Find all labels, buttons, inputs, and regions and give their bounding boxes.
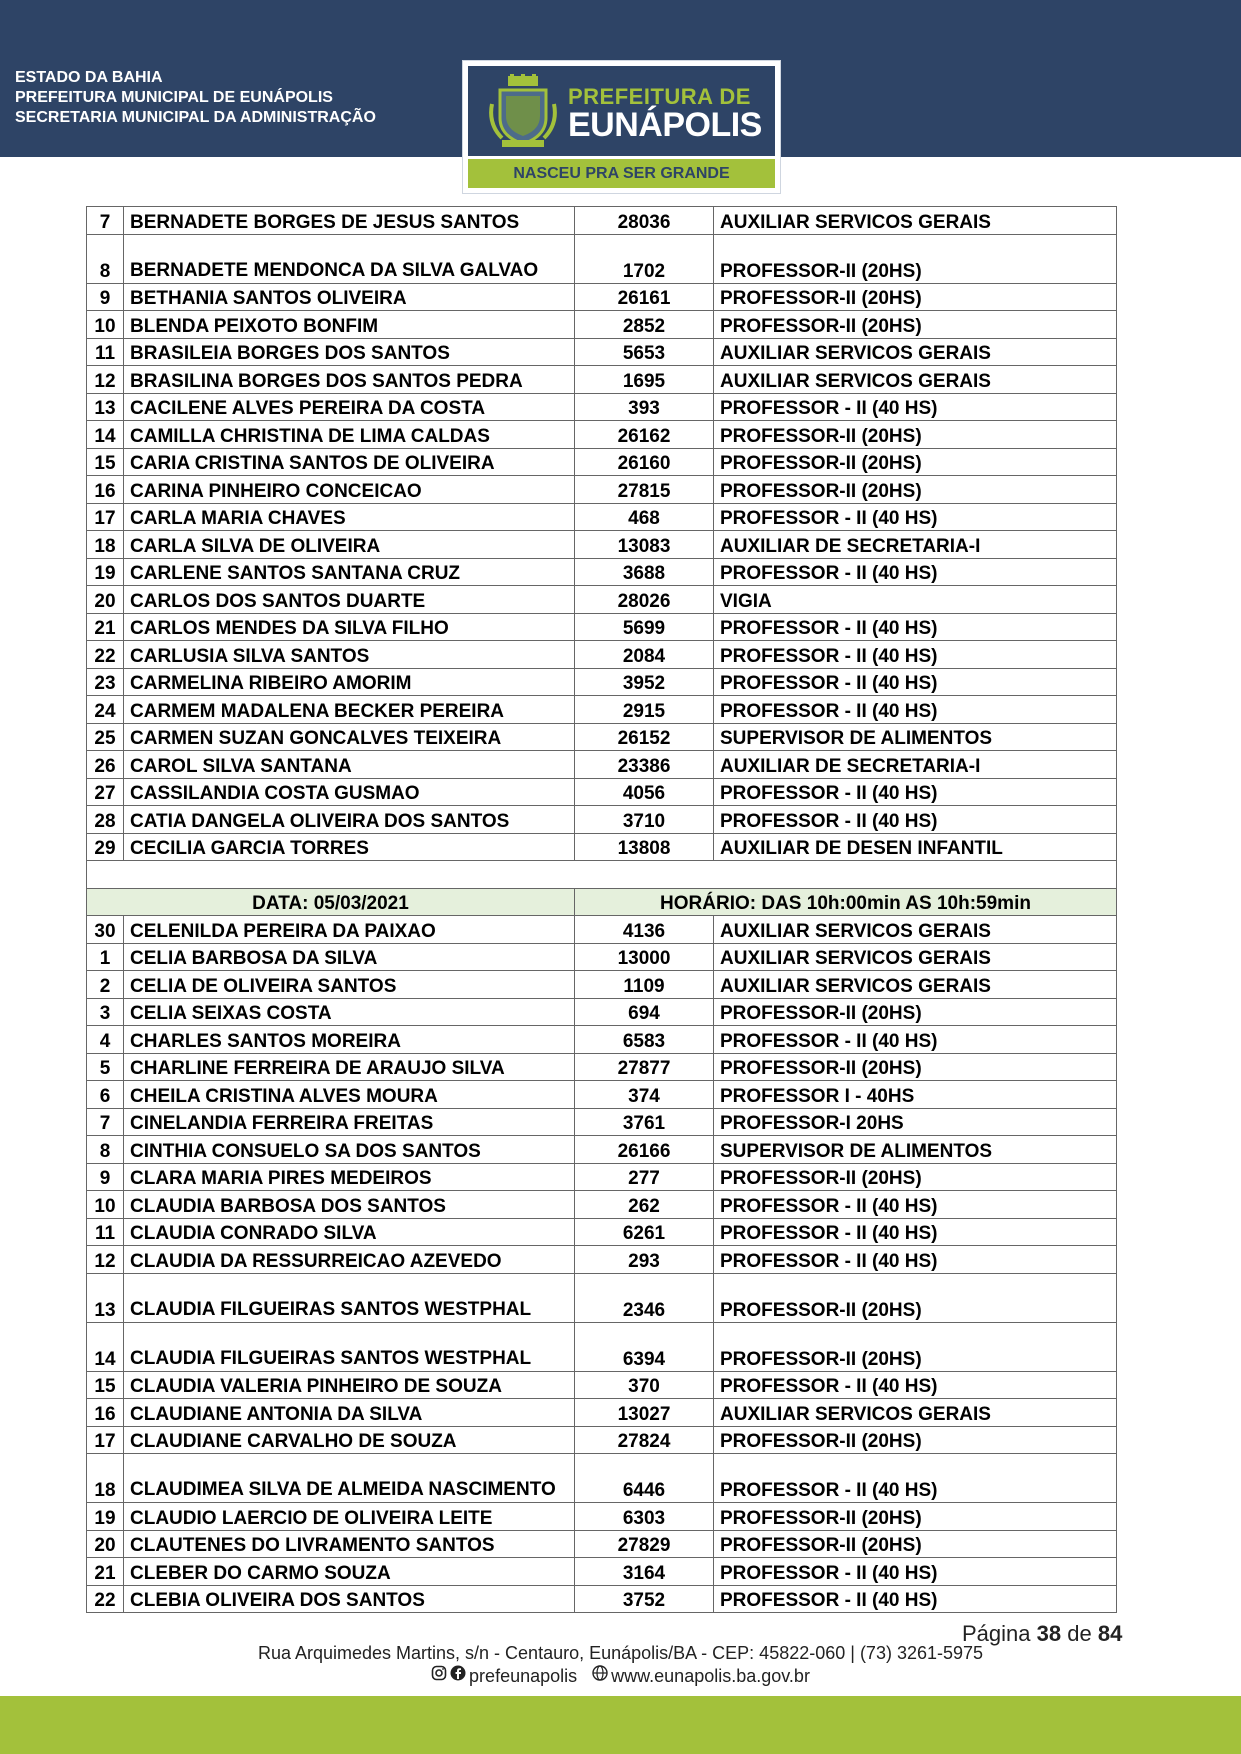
- social-handle[interactable]: prefeunapolis: [469, 1665, 578, 1686]
- registration-number: 4136: [575, 916, 714, 944]
- table-row: [87, 943, 1117, 971]
- job-title: PROFESSOR-II (20HS): [714, 476, 1117, 504]
- table-row: [87, 1503, 1117, 1531]
- registration-number: 6446: [575, 1454, 714, 1503]
- row-number: 23: [87, 668, 124, 696]
- table-row: [87, 1081, 1117, 1109]
- row-number: 21: [87, 1558, 124, 1586]
- employee-name: CATIA DANGELA OLIVEIRA DOS SANTOS: [124, 806, 575, 834]
- job-title: PROFESSOR - II (40 HS): [714, 393, 1117, 421]
- table-row: [87, 723, 1117, 751]
- registration-number: 3761: [575, 1108, 714, 1136]
- row-number: 10: [87, 1191, 124, 1219]
- row-number: 17: [87, 1426, 124, 1454]
- job-title: PROFESSOR-II (20HS): [714, 1426, 1117, 1454]
- table-row: [87, 1053, 1117, 1081]
- header-text: [15, 68, 376, 128]
- row-number: 2: [87, 971, 124, 999]
- schedule-header-row: [87, 888, 1117, 916]
- job-title: PROFESSOR-II (20HS): [714, 421, 1117, 449]
- row-number: 1: [87, 943, 124, 971]
- job-title: AUXILIAR SERVICOS GERAIS: [714, 207, 1117, 235]
- table-row: [87, 1273, 1117, 1322]
- registration-number: 1702: [575, 234, 714, 283]
- table-row: [87, 1454, 1117, 1503]
- job-title: AUXILIAR SERVICOS GERAIS: [714, 943, 1117, 971]
- prefeitura-logo: [462, 60, 781, 194]
- registration-number: 13000: [575, 943, 714, 971]
- row-number: 12: [87, 1246, 124, 1274]
- row-number: 10: [87, 311, 124, 339]
- registration-number: 26162: [575, 421, 714, 449]
- row-number: 12: [87, 366, 124, 394]
- registration-number: 28026: [575, 586, 714, 614]
- job-title: AUXILIAR DE DESEN INFANTIL: [714, 833, 1117, 861]
- table-row: [87, 558, 1117, 586]
- job-title: AUXILIAR SERVICOS GERAIS: [714, 338, 1117, 366]
- row-number: 3: [87, 998, 124, 1026]
- table-row: [87, 1108, 1117, 1136]
- registration-number: 468: [575, 503, 714, 531]
- instagram-icon: [431, 1665, 447, 1681]
- table-row: [87, 1558, 1117, 1586]
- table-row: [87, 778, 1117, 806]
- row-number: 19: [87, 558, 124, 586]
- job-title: PROFESSOR - II (40 HS): [714, 503, 1117, 531]
- registration-number: 13808: [575, 833, 714, 861]
- globe-icon: [592, 1665, 608, 1681]
- registration-number: 2915: [575, 696, 714, 724]
- job-title: PROFESSOR-II (20HS): [714, 1273, 1117, 1322]
- row-number: 14: [87, 1322, 124, 1371]
- table-row: [87, 998, 1117, 1026]
- row-number: 11: [87, 338, 124, 366]
- employee-name: CINTHIA CONSUELO SA DOS SANTOS: [124, 1136, 575, 1164]
- table-row: [87, 283, 1117, 311]
- job-title: PROFESSOR - II (40 HS): [714, 613, 1117, 641]
- row-number: 4: [87, 1026, 124, 1054]
- job-title: PROFESSOR - II (40 HS): [714, 668, 1117, 696]
- job-title: PROFESSOR-I 20HS: [714, 1108, 1117, 1136]
- registration-number: 2852: [575, 311, 714, 339]
- table-row: [87, 641, 1117, 669]
- employee-name: CHARLES SANTOS MOREIRA: [124, 1026, 575, 1054]
- table-row: [87, 1163, 1117, 1191]
- registration-number: 1695: [575, 366, 714, 394]
- row-number: 30: [87, 916, 124, 944]
- website-link[interactable]: www.eunapolis.ba.gov.br: [611, 1665, 810, 1686]
- row-number: 18: [87, 1454, 124, 1503]
- registration-number: 2084: [575, 641, 714, 669]
- row-number: 16: [87, 476, 124, 504]
- job-title: PROFESSOR - II (40 HS): [714, 778, 1117, 806]
- job-title: PROFESSOR - II (40 HS): [714, 641, 1117, 669]
- registration-number: 1109: [575, 971, 714, 999]
- employee-name: CELIA SEIXAS COSTA: [124, 998, 575, 1026]
- registration-number: 27877: [575, 1053, 714, 1081]
- logo-title-line1: PREFEITURA DE: [568, 84, 751, 109]
- registration-number: 27829: [575, 1530, 714, 1558]
- table-row: [87, 1322, 1117, 1371]
- table-row: [87, 1026, 1117, 1054]
- table-row: [87, 1136, 1117, 1164]
- registration-number: 27815: [575, 476, 714, 504]
- logo-title-line2: EUNÁPOLIS: [568, 106, 762, 144]
- schedule-time: HORÁRIO: DAS 10h:00min AS 10h:59min: [575, 888, 1117, 916]
- employee-name: CLEBIA OLIVEIRA DOS SANTOS: [124, 1585, 575, 1613]
- registration-number: 293: [575, 1246, 714, 1274]
- job-title: PROFESSOR-II (20HS): [714, 1053, 1117, 1081]
- table-row: [87, 1426, 1117, 1454]
- row-number: 17: [87, 503, 124, 531]
- registration-number: 6394: [575, 1322, 714, 1371]
- row-number: 26: [87, 751, 124, 779]
- row-number: 7: [87, 1108, 124, 1136]
- registration-number: 3688: [575, 558, 714, 586]
- employee-name: CLAUDIO LAERCIO DE OLIVEIRA LEITE: [124, 1503, 575, 1531]
- job-title: PROFESSOR - II (40 HS): [714, 558, 1117, 586]
- row-number: 7: [87, 207, 124, 235]
- row-number: 21: [87, 613, 124, 641]
- registration-number: 370: [575, 1371, 714, 1399]
- registration-number: 694: [575, 998, 714, 1026]
- employee-name: CLAUDIANE CARVALHO DE SOUZA: [124, 1426, 575, 1454]
- registration-number: 5653: [575, 338, 714, 366]
- table-row: [87, 366, 1117, 394]
- employee-name: CLAUDIA BARBOSA DOS SANTOS: [124, 1191, 575, 1219]
- table-row: [87, 833, 1117, 861]
- table-row: [87, 1371, 1117, 1399]
- employee-name: CLAUTENES DO LIVRAMENTO SANTOS: [124, 1530, 575, 1558]
- job-title: PROFESSOR I - 40HS: [714, 1081, 1117, 1109]
- footer-address: Rua Arquimedes Martins, s/n - Centauro, Eunápolis/BA - CEP: 45822-060 | (73) 3261-5975: [257, 1643, 984, 1663]
- job-title: PROFESSOR-II (20HS): [714, 234, 1117, 283]
- row-number: 15: [87, 448, 124, 476]
- row-number: 8: [87, 234, 124, 283]
- schedule-date: DATA: 05/03/2021: [87, 888, 575, 916]
- row-number: 14: [87, 421, 124, 449]
- employee-name: CHARLINE FERREIRA DE ARAUJO SILVA: [124, 1053, 575, 1081]
- row-number: 5: [87, 1053, 124, 1081]
- coat-of-arms-icon: [488, 74, 558, 150]
- employee-name: CARLOS DOS SANTOS DUARTE: [124, 586, 575, 614]
- table-row: [87, 916, 1117, 944]
- employee-name: CELENILDA PEREIRA DA PAIXAO: [124, 916, 575, 944]
- table-row: [87, 696, 1117, 724]
- table-row: [87, 421, 1117, 449]
- employee-name: CACILENE ALVES PEREIRA DA COSTA: [124, 393, 575, 421]
- table-row: [87, 586, 1117, 614]
- table-row: [87, 1530, 1117, 1558]
- facebook-icon: [450, 1665, 466, 1681]
- registration-number: 28036: [575, 207, 714, 235]
- row-number: 20: [87, 1530, 124, 1558]
- table-row: [87, 751, 1117, 779]
- registration-number: 3752: [575, 1585, 714, 1613]
- row-number: 15: [87, 1371, 124, 1399]
- job-title: PROFESSOR-II (20HS): [714, 1163, 1117, 1191]
- job-title: PROFESSOR - II (40 HS): [714, 806, 1117, 834]
- job-title: PROFESSOR-II (20HS): [714, 1322, 1117, 1371]
- job-title: SUPERVISOR DE ALIMENTOS: [714, 1136, 1117, 1164]
- table-row: [87, 1191, 1117, 1219]
- table-row: [87, 476, 1117, 504]
- table-row: [87, 971, 1117, 999]
- job-title: PROFESSOR - II (40 HS): [714, 1026, 1117, 1054]
- employee-name: CLAUDIANE ANTONIA DA SILVA: [124, 1399, 575, 1427]
- employee-name: CECILIA GARCIA TORRES: [124, 833, 575, 861]
- header-line-state: ESTADO DA BAHIA: [15, 69, 163, 86]
- footer-social: [0, 1665, 1241, 1687]
- page-prefix: Página: [962, 1621, 1031, 1646]
- registration-number: 13027: [575, 1399, 714, 1427]
- registration-number: 5699: [575, 613, 714, 641]
- row-number: 9: [87, 1163, 124, 1191]
- table-row: [87, 531, 1117, 559]
- registration-number: 4056: [575, 778, 714, 806]
- registration-number: 6583: [575, 1026, 714, 1054]
- job-title: AUXILIAR SERVICOS GERAIS: [714, 971, 1117, 999]
- job-title: PROFESSOR-II (20HS): [714, 311, 1117, 339]
- registration-number: 27824: [575, 1426, 714, 1454]
- employee-name: BLENDA PEIXOTO BONFIM: [124, 311, 575, 339]
- row-number: 28: [87, 806, 124, 834]
- job-title: PROFESSOR - II (40 HS): [714, 1585, 1117, 1613]
- employee-name: CARLUSIA SILVA SANTOS: [124, 641, 575, 669]
- header-line-secretariat: SECRETARIA MUNICIPAL DA ADMINISTRAÇÃO: [15, 109, 376, 126]
- employee-name: CARMEM MADALENA BECKER PEREIRA: [124, 696, 575, 724]
- employee-name: CLAUDIA VALERIA PINHEIRO DE SOUZA: [124, 1371, 575, 1399]
- employee-name: BETHANIA SANTOS OLIVEIRA: [124, 283, 575, 311]
- spacer-cell: [87, 861, 1117, 889]
- employee-name: CARMELINA RIBEIRO AMORIM: [124, 668, 575, 696]
- logo-panel: [468, 66, 775, 156]
- registration-number: 26161: [575, 283, 714, 311]
- job-title: PROFESSOR - II (40 HS): [714, 1558, 1117, 1586]
- registration-number: 277: [575, 1163, 714, 1191]
- employee-name: CINELANDIA FERREIRA FREITAS: [124, 1108, 575, 1136]
- page-current: 38: [1036, 1621, 1062, 1646]
- registration-number: 2346: [575, 1273, 714, 1322]
- table-row: [87, 448, 1117, 476]
- footer-band: [0, 1696, 1241, 1754]
- registration-number: 3952: [575, 668, 714, 696]
- employee-name: CLAUDIA FILGUEIRAS SANTOS WESTPHAL: [124, 1273, 575, 1322]
- job-title: AUXILIAR DE SECRETARIA-I: [714, 751, 1117, 779]
- table-row: [87, 311, 1117, 339]
- page-total: 84: [1097, 1621, 1123, 1646]
- row-number: 13: [87, 393, 124, 421]
- table-row: [87, 613, 1117, 641]
- job-title: PROFESSOR - II (40 HS): [714, 1191, 1117, 1219]
- employee-name: CARLOS MENDES DA SILVA FILHO: [124, 613, 575, 641]
- table-row: [87, 1399, 1117, 1427]
- registration-number: 26166: [575, 1136, 714, 1164]
- row-number: 6: [87, 1081, 124, 1109]
- row-number: 27: [87, 778, 124, 806]
- header-line-city: PREFEITURA MUNICIPAL DE EUNÁPOLIS: [15, 89, 333, 106]
- row-number: 9: [87, 283, 124, 311]
- row-number: 22: [87, 641, 124, 669]
- employee-table: [86, 206, 1117, 1613]
- row-number: 22: [87, 1585, 124, 1613]
- employee-name: BERNADETE BORGES DE JESUS SANTOS: [124, 207, 575, 235]
- employee-name: CARLA MARIA CHAVES: [124, 503, 575, 531]
- table-row: [87, 338, 1117, 366]
- registration-number: 6303: [575, 1503, 714, 1531]
- job-title: PROFESSOR-II (20HS): [714, 283, 1117, 311]
- employee-name: CLAUDIA DA RESSURREICAO AZEVEDO: [124, 1246, 575, 1274]
- row-number: 11: [87, 1218, 124, 1246]
- row-number: 16: [87, 1399, 124, 1427]
- job-title: PROFESSOR - II (40 HS): [714, 1371, 1117, 1399]
- employee-name: CARLA SILVA DE OLIVEIRA: [124, 531, 575, 559]
- registration-number: 23386: [575, 751, 714, 779]
- registration-number: 26152: [575, 723, 714, 751]
- page-separator: de: [1067, 1621, 1092, 1646]
- job-title: AUXILIAR SERVICOS GERAIS: [714, 916, 1117, 944]
- job-title: PROFESSOR-II (20HS): [714, 1503, 1117, 1531]
- employee-name: CLAUDIMEA SILVA DE ALMEIDA NASCIMENTO: [124, 1454, 575, 1503]
- employee-name: CLAUDIA CONRADO SILVA: [124, 1218, 575, 1246]
- row-number: 13: [87, 1273, 124, 1322]
- job-title: PROFESSOR-II (20HS): [714, 998, 1117, 1026]
- row-number: 29: [87, 833, 124, 861]
- employee-name: CARLENE SANTOS SANTANA CRUZ: [124, 558, 575, 586]
- registration-number: 3710: [575, 806, 714, 834]
- registration-number: 3164: [575, 1558, 714, 1586]
- registration-number: 393: [575, 393, 714, 421]
- job-title: AUXILIAR SERVICOS GERAIS: [714, 366, 1117, 394]
- registration-number: 262: [575, 1191, 714, 1219]
- employee-name: CLAUDIA FILGUEIRAS SANTOS WESTPHAL: [124, 1322, 575, 1371]
- table-row: [87, 207, 1117, 235]
- employee-name: CLARA MARIA PIRES MEDEIROS: [124, 1163, 575, 1191]
- row-number: 24: [87, 696, 124, 724]
- employee-name: CASSILANDIA COSTA GUSMAO: [124, 778, 575, 806]
- table-row: [87, 503, 1117, 531]
- employee-name: CARINA PINHEIRO CONCEICAO: [124, 476, 575, 504]
- table-row: [87, 1246, 1117, 1274]
- table-row: [87, 234, 1117, 283]
- registration-number: 13083: [575, 531, 714, 559]
- job-title: PROFESSOR - II (40 HS): [714, 696, 1117, 724]
- job-title: VIGIA: [714, 586, 1117, 614]
- registration-number: 6261: [575, 1218, 714, 1246]
- table-row: [87, 1585, 1117, 1613]
- table-row: [87, 668, 1117, 696]
- employee-name: CHEILA CRISTINA ALVES MOURA: [124, 1081, 575, 1109]
- spacer-row: [87, 861, 1117, 889]
- employee-name: CAMILLA CHRISTINA DE LIMA CALDAS: [124, 421, 575, 449]
- job-title: PROFESSOR-II (20HS): [714, 1530, 1117, 1558]
- job-title: PROFESSOR - II (40 HS): [714, 1218, 1117, 1246]
- registration-number: 374: [575, 1081, 714, 1109]
- job-title: PROFESSOR - II (40 HS): [714, 1246, 1117, 1274]
- job-title: PROFESSOR - II (40 HS): [714, 1454, 1117, 1503]
- row-number: 18: [87, 531, 124, 559]
- row-number: 8: [87, 1136, 124, 1164]
- table-row: [87, 806, 1117, 834]
- logo-slogan: NASCEU PRA SER GRANDE: [468, 159, 775, 188]
- job-title: AUXILIAR DE SECRETARIA-I: [714, 531, 1117, 559]
- job-title: SUPERVISOR DE ALIMENTOS: [714, 723, 1117, 751]
- row-number: 19: [87, 1503, 124, 1531]
- job-title: PROFESSOR-II (20HS): [714, 448, 1117, 476]
- employee-name: CELIA BARBOSA DA SILVA: [124, 943, 575, 971]
- employee-name: CARMEN SUZAN GONCALVES TEIXEIRA: [124, 723, 575, 751]
- employee-name: CELIA DE OLIVEIRA SANTOS: [124, 971, 575, 999]
- table-row: [87, 1218, 1117, 1246]
- employee-name: CLEBER DO CARMO SOUZA: [124, 1558, 575, 1586]
- row-number: 20: [87, 586, 124, 614]
- employee-name: BRASILINA BORGES DOS SANTOS PEDRA: [124, 366, 575, 394]
- job-title: AUXILIAR SERVICOS GERAIS: [714, 1399, 1117, 1427]
- row-number: 25: [87, 723, 124, 751]
- employee-name: BERNADETE MENDONCA DA SILVA GALVAO: [124, 234, 575, 283]
- employee-name: BRASILEIA BORGES DOS SANTOS: [124, 338, 575, 366]
- employee-name: CARIA CRISTINA SANTOS DE OLIVEIRA: [124, 448, 575, 476]
- table-row: [87, 393, 1117, 421]
- registration-number: 26160: [575, 448, 714, 476]
- employee-name: CAROL SILVA SANTANA: [124, 751, 575, 779]
